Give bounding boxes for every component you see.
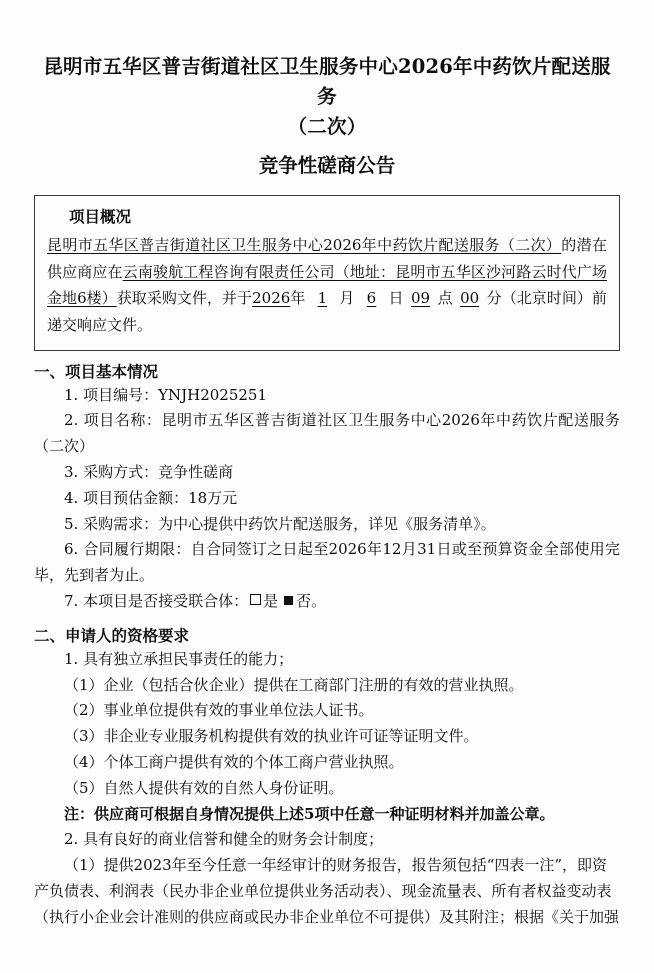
overview-hour-value: 09: [410, 289, 431, 308]
section-1-item-5: 5. 采购需求：为中心提供中药饮片配送服务，详见《服务清单》。: [64, 514, 496, 533]
section-1-heading: 一、项目基本情况: [34, 361, 159, 381]
section-2-item-2-sub-1-line-2: 产负债表、利润表（民办非企业单位提供业务活动表）、现金流量表、所有者权益变动表: [34, 881, 612, 900]
section-2-item-2: 2. 具有良好的商业信誉和健全的财务会计制度；: [64, 830, 384, 849]
section-2-item-2-sub-1-line-1: （1）提供2023年至今任意一年经审计的财务报告，报告须包括“四表一注”，即资: [64, 856, 608, 875]
overview-hour-label: 点: [437, 289, 453, 308]
section-2-sub-item-2: （2）事业单位提供有效的事业单位法人证书。: [64, 701, 374, 720]
page-title-line2: （二次）: [287, 115, 367, 139]
overview-year-label: 年: [290, 289, 306, 308]
page-title-line1: 昆明市五华区普吉街道社区卫生服务中心2026年中药饮片配送服务: [43, 55, 611, 109]
section-2-sub-item-4: （4）个体工商户提供有效的个体工商户营业执照。: [64, 752, 404, 771]
consortium-yes-checkbox[interactable]: [250, 594, 261, 605]
section-1-item-3: 3. 采购方式：竞争性磋商: [64, 463, 234, 482]
overview-month-value: 1: [317, 289, 328, 308]
consortium-yes-label: 是: [263, 592, 279, 610]
consortium-label: 7. 本项目是否接受联合体：: [64, 592, 249, 610]
section-2-note: 注：供应商可根据自身情况提供上述5项中任意一种证明材料并加盖公章。: [64, 804, 555, 823]
overview-text-4: 获取采购文件，并于: [116, 289, 253, 308]
page-title: [40, 52, 614, 143]
section-2-sub-item-1: （1）企业（包括合伙企业）提供在工商部门注册的有效的营业执照。: [64, 675, 524, 694]
section-2-item-1: 1. 具有独立承担民事责任的能力；: [64, 649, 294, 668]
overview-year-value: 2026: [252, 289, 291, 308]
overview-text-2: 的潜在供应商应在: [47, 235, 607, 281]
overview-day-label: 日: [388, 289, 404, 308]
section-2-sub-item-3: （3）非企业专业服务机构提供有效的执业许可证等证明文件。: [64, 727, 479, 746]
overview-text-5: （北京时间）前递交响应文件。: [47, 289, 607, 334]
project-overview-text: [47, 232, 607, 339]
section-2-sub-item-5: （5）自然人提供有效的自然人身份证明。: [64, 778, 344, 797]
overview-day-value: 6: [366, 289, 377, 308]
section-2-item-2-sub-1-line-3: （执行小企业会计准则的供应商或民办非企业单位不可提供）及其附注；根据《关于加强: [34, 907, 620, 926]
section-1-item-6: 6. 合同履行期限：自合同签订之日起至2026年12月31日或至预算资金全部使用完毕，先到者为止。: [34, 540, 620, 585]
section-1-item-1: 1. 项目编号：YNJH2025251: [64, 385, 268, 404]
overview-month-label: 月: [339, 289, 355, 308]
section-1-item-7: [34, 589, 620, 615]
overview-minute-label: 分: [486, 289, 502, 308]
overview-minute-value: 00: [460, 289, 480, 308]
overview-agency: 云南骏航工程咨询有限责任公司（地址：昆明市五华区沙河路云时代广场金地6楼）: [47, 262, 607, 308]
overview-project-name: 昆明市五华区普吉街道社区卫生服务中心2026年中药饮片配送服务（二次）: [47, 235, 562, 254]
project-overview-box: [34, 195, 620, 351]
section-2-heading: 二、申请人的资格要求: [34, 625, 190, 645]
section-1-item-4: 4. 项目预估金额：18万元: [64, 488, 238, 507]
page-subtitle: 竞争性磋商公告: [258, 153, 396, 177]
consortium-no-label: 否。: [296, 592, 327, 610]
project-overview-heading: 项目概况: [69, 206, 132, 226]
section-1-item-2: 2. 项目名称：昆明市五华区普吉街道社区卫生服务中心2026年中药饮片配送服务（二次）: [34, 411, 620, 456]
consortium-no-checkbox[interactable]: [284, 596, 293, 605]
